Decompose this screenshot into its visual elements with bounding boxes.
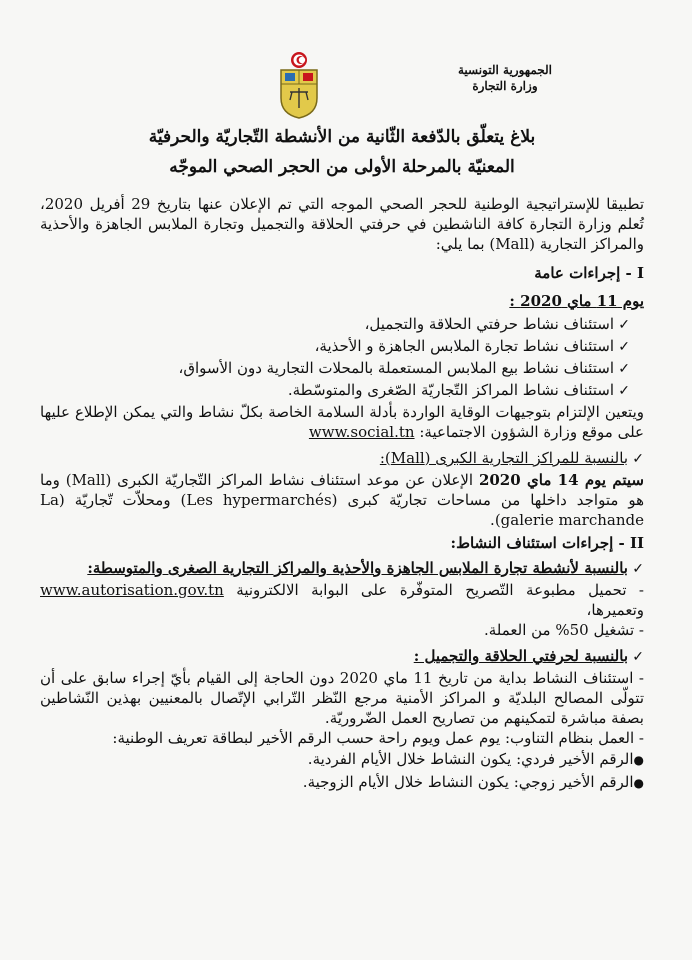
title-line-1: بلاغ يتعلّق بالدّفعة الثّانية من الأنشطة التّجاريّة والحرفيّة bbox=[148, 127, 536, 147]
section-1-heading: I - إجراءات عامة bbox=[534, 264, 644, 282]
tunisia-emblem-icon bbox=[276, 50, 322, 120]
bullet-icon: ● bbox=[633, 776, 644, 790]
safety-note: ويتعين الإلتزام بتوجيهات الوقاية الواردة بأدلة السلامة الخاصة بكلّ نشاط والتي يمكن الإطلاع عليها على موقع وزارة الشؤون الاجتماعية: www.social.tn bbox=[40, 403, 644, 441]
intro-paragraph: تطبيقا للإستراتيجية الوطنية للحجر الصحي الموجه التي تم الإعلان عنها بتاريخ 29 أفريل 2020، تُعلم وزارة التجارة كافة الناشطين في حرفتي الحلاقة والتجميل وتجارة الملابس الجاهزة والأحذية والمراكز التجارية (Mall) بما يلي: bbox=[40, 195, 644, 253]
clothes-heading: ✓بالنسبة لأنشطة تجارة الملابس الجاهزة والأحذية والمراكز التجارية الصغرى والمتوسطة: bbox=[40, 558, 644, 580]
mall-paragraph: سيتم يوم 14 ماي 2020 الإعلان عن موعد استئناف نشاط المراكز التّجاريّة الكبرى (Mall) وما هو متواجد داخلها من مساحات تجاريّة كبرى (Les hypermarchés) ومحلاّت تّجاريّة (La galerie marchande). bbox=[40, 471, 644, 529]
check-icon: ✓ bbox=[618, 339, 630, 355]
list-item: ✓استئناف نشاط المراكز التّجاريّة الصّغرى والمتوسّطة. bbox=[40, 380, 630, 402]
mall-heading: ✓بالنسبة للمراكز التجارية الكبرى (Mall): bbox=[40, 448, 644, 470]
check-icon: ✓ bbox=[632, 561, 644, 577]
title-line-2: المعنيّة بالمرحلة الأولى من الحجر الصحي الموجّه bbox=[169, 157, 515, 177]
odd-rule: ●الرقم الأخير فردي: يكون النشاط خلال الأيام الفردية. bbox=[307, 750, 644, 768]
list-item: ✓استئناف نشاط بيع الملابس المستعملة بالمحلات التجارية دون الأسواق، bbox=[40, 358, 630, 380]
check-icon: ✓ bbox=[618, 317, 630, 333]
even-rule: ●الرقم الأخير زوجي: يكون النشاط خلال الأيام الزوجية. bbox=[302, 773, 644, 791]
barber-step-1: - استئناف النشاط بداية من تاريخ 11 ماي 2020 دون الحاجة إلى القيام بأيّ إجراء سابق على أن تتولّى المصالح البلديّة و المراكز الأمنية مرجع النّظر التّرابي الإتّصال بالمعنيين بهذين النّشاطين بصفة مباشرة لتمكينهم من تصاريح العمل الضّروريّة. bbox=[40, 669, 644, 727]
general-measures-list bbox=[40, 314, 644, 402]
list-item: ✓استئناف نشاط تجارة الملابس الجاهزة و الأحذية، bbox=[40, 336, 630, 358]
clothes-step-1: - تحميل مطبوعة التّصريح المتوفّرة على البوابة الالكترونية www.autorisation.gov.tn وتعميرها، bbox=[40, 581, 644, 619]
section-1-date: يوم 11 ماي 2020 : bbox=[509, 292, 644, 310]
autorisation-link[interactable]: www.autorisation.gov.tn bbox=[40, 581, 224, 599]
ministry-block bbox=[458, 62, 552, 94]
social-link[interactable]: www.social.tn bbox=[308, 423, 415, 441]
check-icon: ✓ bbox=[632, 649, 644, 665]
check-icon: ✓ bbox=[618, 383, 630, 399]
list-item: ✓استئناف نشاط حرفتي الحلاقة والتجميل، bbox=[40, 314, 630, 336]
document-title bbox=[40, 122, 644, 182]
mall-date: سيتم يوم 14 ماي 2020 bbox=[478, 471, 644, 489]
ministry-name: وزارة التجارة bbox=[472, 79, 538, 93]
check-icon: ✓ bbox=[618, 361, 630, 377]
bullet-icon: ● bbox=[633, 753, 644, 767]
clothes-step-2: - تشغيل 50% من العملة. bbox=[483, 621, 644, 639]
letterhead bbox=[40, 0, 644, 122]
barber-step-2: - العمل بنظام التناوب: يوم عمل ويوم راحة حسب الرقم الأخير لبطاقة تعريف الوطنية: bbox=[112, 729, 644, 747]
country-name: الجمهورية التونسية bbox=[457, 63, 552, 77]
barber-heading: ✓بالنسبة لحرفتي الحلاقة والتجميل : bbox=[40, 646, 644, 668]
section-2-heading: II - إجراءات استئناف النشاط: bbox=[450, 534, 644, 552]
check-icon: ✓ bbox=[632, 451, 644, 467]
